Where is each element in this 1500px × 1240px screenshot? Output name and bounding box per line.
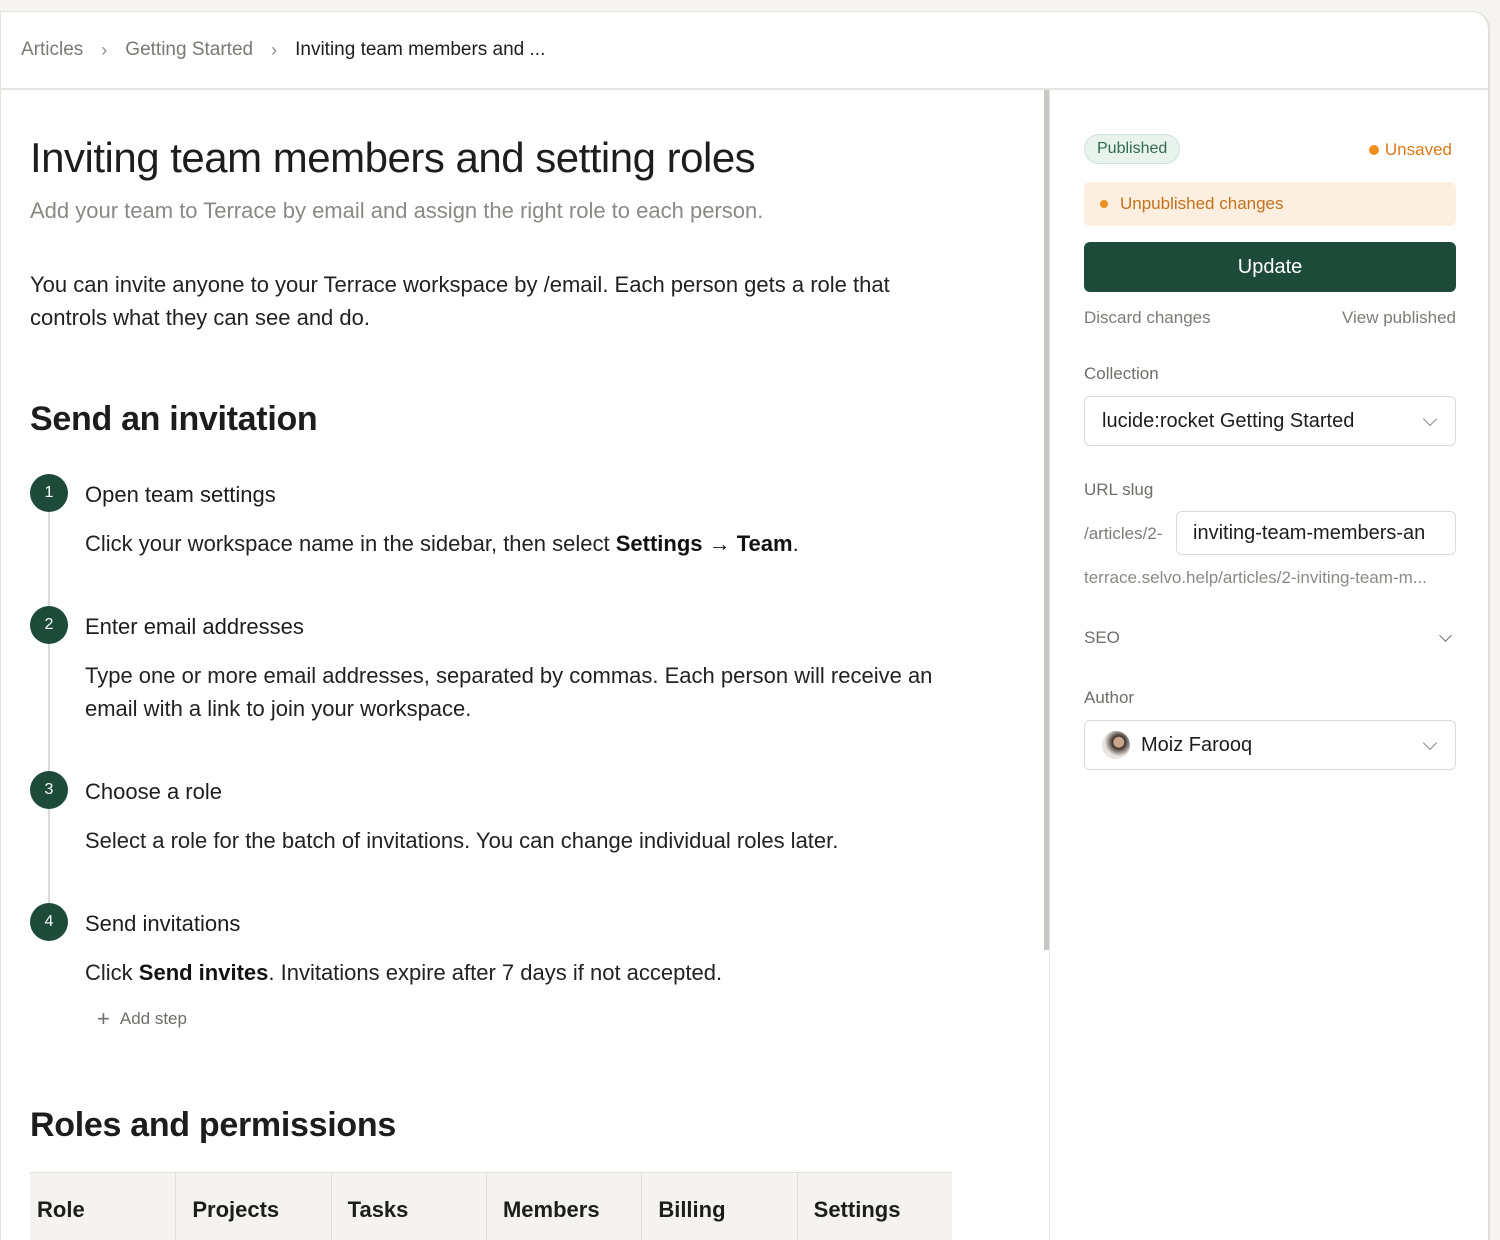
- author-label: Author: [1084, 688, 1135, 707]
- step-number-badge: 2: [30, 606, 68, 644]
- article-settings-panel: [1049, 90, 1488, 1240]
- step-body-text: . Invitations expire after 7 days if not accepted.: [268, 960, 723, 985]
- plus-icon: +: [97, 1006, 110, 1031]
- status-badge: Published: [1084, 134, 1180, 164]
- app-window: [0, 11, 1490, 1240]
- permissions-table[interactable]: [30, 1172, 952, 1240]
- unpublished-changes-label: Unpublished changes: [1120, 194, 1284, 213]
- table-header-members[interactable]: Members: [487, 1173, 642, 1240]
- unsaved-label: Unsaved: [1384, 140, 1452, 159]
- avatar: [1102, 731, 1130, 759]
- article-editor[interactable]: [1, 90, 1044, 1240]
- url-slug-label: URL slug: [1084, 480, 1154, 499]
- author-value: Moiz Farooq: [1141, 733, 1253, 756]
- section-heading-send-invitation[interactable]: Send an invitation: [30, 400, 318, 438]
- step-number-badge: 1: [30, 474, 68, 512]
- slug-prefix: /articles/2-: [1084, 524, 1163, 543]
- breadcrumb: [1, 12, 1488, 90]
- step-body-bold: Settings → Team: [615, 531, 793, 556]
- table-header-role[interactable]: Role: [30, 1173, 176, 1240]
- step-body[interactable]: [85, 956, 965, 989]
- view-published-link[interactable]: View published: [1341, 308, 1456, 327]
- seo-section-toggle[interactable]: [1084, 628, 1456, 648]
- seo-label: SEO: [1084, 628, 1120, 647]
- breadcrumb-current: Inviting team members and ...: [295, 39, 546, 60]
- step-number-badge: 4: [30, 903, 68, 941]
- collection-select[interactable]: [1084, 396, 1456, 446]
- table-header-projects[interactable]: Projects: [176, 1173, 331, 1240]
- author-select[interactable]: [1084, 720, 1456, 770]
- collection-label: Collection: [1084, 364, 1159, 383]
- section-heading-roles[interactable]: Roles and permissions: [30, 1106, 396, 1144]
- unsaved-indicator: [1369, 140, 1452, 160]
- table-header-settings[interactable]: Settings: [813, 1197, 901, 1222]
- url-slug-input[interactable]: [1176, 511, 1456, 555]
- step-number-badge: 3: [30, 771, 68, 809]
- step-body[interactable]: [85, 824, 965, 857]
- step-body-text: Click: [85, 960, 139, 985]
- steps-connector-line: [48, 490, 50, 910]
- step-title[interactable]: Choose a role: [85, 779, 222, 804]
- step-title[interactable]: Send invitations: [85, 911, 241, 936]
- step-body[interactable]: [85, 659, 965, 725]
- article-subtitle[interactable]: Add your team to Terrace by email and assign the right role to each person.: [30, 198, 764, 223]
- status-dot-icon: [1369, 145, 1379, 155]
- step-body[interactable]: [85, 527, 965, 560]
- step-body-text: Select a role for the batch of invitations. You can change individual roles later.: [85, 828, 839, 853]
- full-url-preview: terrace.selvo.help/articles/2-inviting-team-m...: [1084, 568, 1427, 587]
- breadcrumb-getting-started[interactable]: Getting Started: [125, 39, 254, 60]
- chevron-down-icon: [1423, 736, 1437, 750]
- step-title[interactable]: Enter email addresses: [85, 614, 304, 639]
- unpublished-changes-notice: [1084, 182, 1456, 226]
- article-title[interactable]: Inviting team members and setting roles: [30, 134, 756, 181]
- chevron-right-icon: ›: [271, 39, 278, 60]
- table-header-tasks[interactable]: Tasks: [332, 1173, 487, 1240]
- step-body-bold: Send invites: [138, 960, 269, 985]
- discard-changes-link[interactable]: Discard changes: [1084, 308, 1211, 327]
- status-dot-icon: [1100, 200, 1108, 208]
- table-header-billing[interactable]: Billing: [642, 1173, 797, 1240]
- step-body-text: Click your workspace name in the sidebar, then select: [85, 531, 616, 556]
- chevron-down-icon: [1423, 412, 1437, 426]
- add-step-label: Add step: [119, 1009, 187, 1028]
- collection-value: lucide:rocket Getting Started: [1102, 409, 1355, 432]
- intro-paragraph[interactable]: You can invite anyone to your Terrace workspace by /email. Each person gets a role that controls what they can see and do.: [30, 272, 890, 330]
- breadcrumb-articles[interactable]: Articles: [21, 39, 84, 60]
- add-step-button[interactable]: [97, 1008, 187, 1030]
- chevron-down-icon: [1439, 629, 1452, 642]
- update-button[interactable]: Update: [1084, 242, 1456, 292]
- chevron-right-icon: ›: [101, 39, 108, 60]
- step-body-text: Type one or more email addresses, separated by commas. Each person will receive an email with a link to join your workspace.: [85, 663, 933, 721]
- step-title[interactable]: Open team settings: [85, 482, 276, 507]
- step-body-text: .: [792, 531, 799, 556]
- secondary-actions: [1084, 308, 1456, 328]
